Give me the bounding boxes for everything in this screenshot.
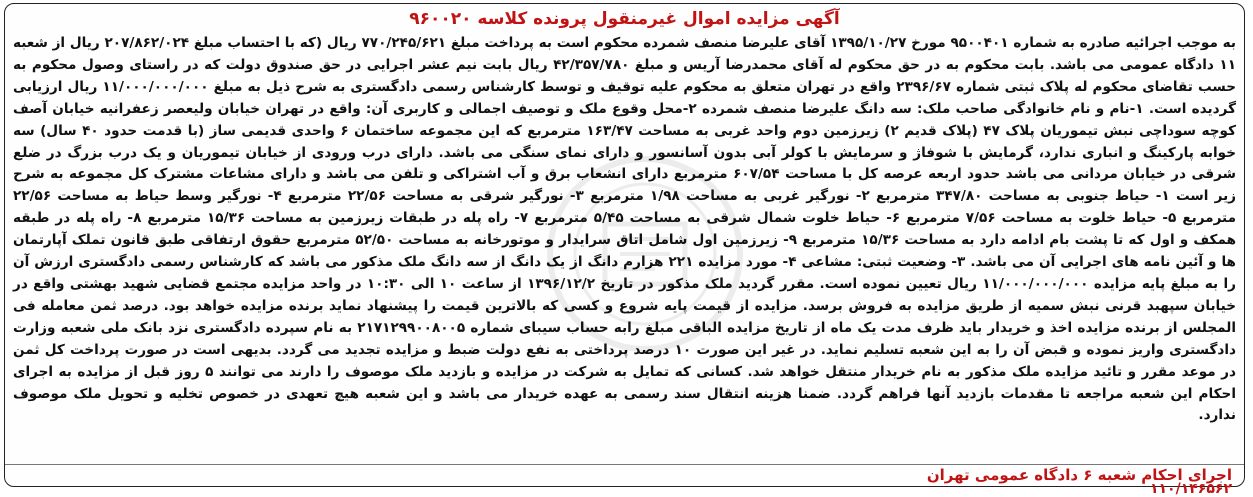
notice-body: به موجب اجرائیه صادره به شماره ۹۵۰۰۴۰۱ مورخ ۱۳۹۵/۱۰/۲۷ آقای علیرضا منصف شمرده محکوم است به پرداخت مبلغ ۷۷۰/۲۴۵/۶۲۱ ریال (که با احتساب مبلغ ۲۰۷/۸۶۲/۰۲۴ ریال از شعبه ۱۱ دادگاه عمومی می باشد. بابت محکوم به در حق محکوم له آقای محمدرضا آریس و مبلغ ۴۲/۳۵۷/۷۸۰ ریال بابت نیم عشر اجرایی در حق صندوق دولت که در راستای وصول محکوم به حسب تقاضای محکوم له پلاک ثبتی شماره ۲۳۹۶/۶۷ واقع در تهران متعلق به محکوم علیه توقیف و توسط کارشناس رسمی دادگستری به شرح ذیل به مبلغ ۱۱/۰۰۰/۰۰۰/۰۰۰ ریال ارزیابی گردیده است. ۱-نام و نام خانوادگی صاحب ملک: سه دانگ علیرضا منصف شمرده ۲-محل وقوع ملک و توصیف اجمالی و کاربری آن: واقع در تهران خیابان ولیعصر زعفرانیه خیابان آصف کوچه سوداچی نبش تیموریان پلاک ۴۷ (پلاک قدیم ۲) زیرزمین دوم واحد غربی به مساحت ۱۶۳/۴۷ مترمربع که این مجموعه ساختمان ۶ واحدی قدیمی ساز (با قدمت حدود ۴۰ سال) سه خوابه پارکینگ و انباری ندارد، گرمایش با شوفاژ و سرمایش با کولر آبی بدون آسانسور و دارای نمای سنگی می باشد. دارای درب ورودی از خیابان تیموریان و یک درب بزرگ در ضلع شرقی در خیابان مردانی می باشد حدود اربعه عرصه کل با مساحت ۶۰۷/۵۴ مترمربع دارای انشعاب برق و آب اشتراکی و تلفن می باشد و دارای مشاعات مشترک کل مجموعه به شرح زیر است ۱- حیاط جنوبی به مساحت ۳۴۷/۸۰ مترمربع ۲- نورگیر غربی به مساحت ۱/۹۸ مترمربع ۳- نورگیر شرقی به مساحت ۲۲/۵۶ مترمربع ۴- نورگیر وسط حیاط به مساحت ۲۲/۵۶ مترمربع ۵- حیاط خلوت به مساحت ۷/۵۶ مترمربع ۶- حیاط خلوت شمال شرقی به مساحت ۵/۴۵ مترمربع ۷- راه پله در طبقات زیرزمین به مساحت ۱۵/۳۶ مترمربع ۸- راه پله در طبقه همکف و اول که تا پشت بام ادامه دارد به مساحت ۱۵/۳۶ مترمربع ۹- زیرزمین اول شامل اتاق سرایدار و موتورخانه به مساحت ۵۲/۵۰ مترمربع حقوق ارتفاقی طبق قانون تملک آپارتمان ها و آئین نامه های اجرایی آن می باشد. ۳- وضعیت ثبتی: مشاعی ۴- مورد مزایده ۲۲۱ هزارم دانگ از یک دانگ از سه دانگ ملک مذکور می باشد که کارشناس رسمی دادگستری ارزش آن را به مبلغ پایه مزایده ۱۱/۰۰۰/۰۰۰/۰۰۰ ریال تعیین نموده است. مقرر گردید ملک مذکور در تاریخ ۱۳۹۶/۱۲/۲ از ساعت ۱۰ الی ۱۰:۳۰ در واحد مزایده مجتمع قضایی شهید بهشتی واقع در خیابان سپهبد قرنی نبش سمیه از طریق مزایده به فروش برسد. مزایده از قیمت پایه شروع و کسی که بالاترین قیمت را پیشنهاد نماید برنده مزایده خواهد بود. درصد ثمن معامله فی المجلس از برنده مزایده اخذ و خریدار باید ظرف مدت یک ماه از تاریخ مزایده الباقی مبلغ رابه حساب سیبای شماره ۲۱۷۱۲۹۹۰۰۸۰۰۵ به نام سپرده دادگستری نزد بانک ملی شعبه وزارت دادگستری واریز نموده و قبض آن را به این شعبه تسلیم نماید. در غیر این صورت ۱۰ درصد پرداختی به نفع دولت ضبط و مزایده تجدید می گردد. بدیهی است در صورت پرداخت کل ثمن در موعد مقرر و تائید مزایده ملک مذکور به نام خریدار منتقل خواهد شد. کسانی که تمایل به شرکت در مزایده و بازدید ملک موصوف را دارند می توانند ۵ روز قبل از مزایده به اجرای احکام این شعبه مراجعه تا مقدمات بازدید آنها فراهم گردد. ضمنا هزینه انتقال سند رسمی به عهده خریدار می باشد و این شعبه هیچ تعهدی در خصوص تخلیه و تحویل ملک موصوف ندارد.	[13, 35, 1237, 424]
notice-title: آگهی مزایده اموال غیرمنقول پرونده کلاسه ۹۶۰۰۲۰	[409, 9, 840, 29]
notice-reference-number: ۱۱۰/۱۴۶۵۶۲	[1149, 481, 1232, 497]
notice-signature: اجرای احکام شعبه ۶ دادگاه عمومی تهران	[926, 466, 1232, 484]
auction-notice	[4, 3, 1245, 497]
